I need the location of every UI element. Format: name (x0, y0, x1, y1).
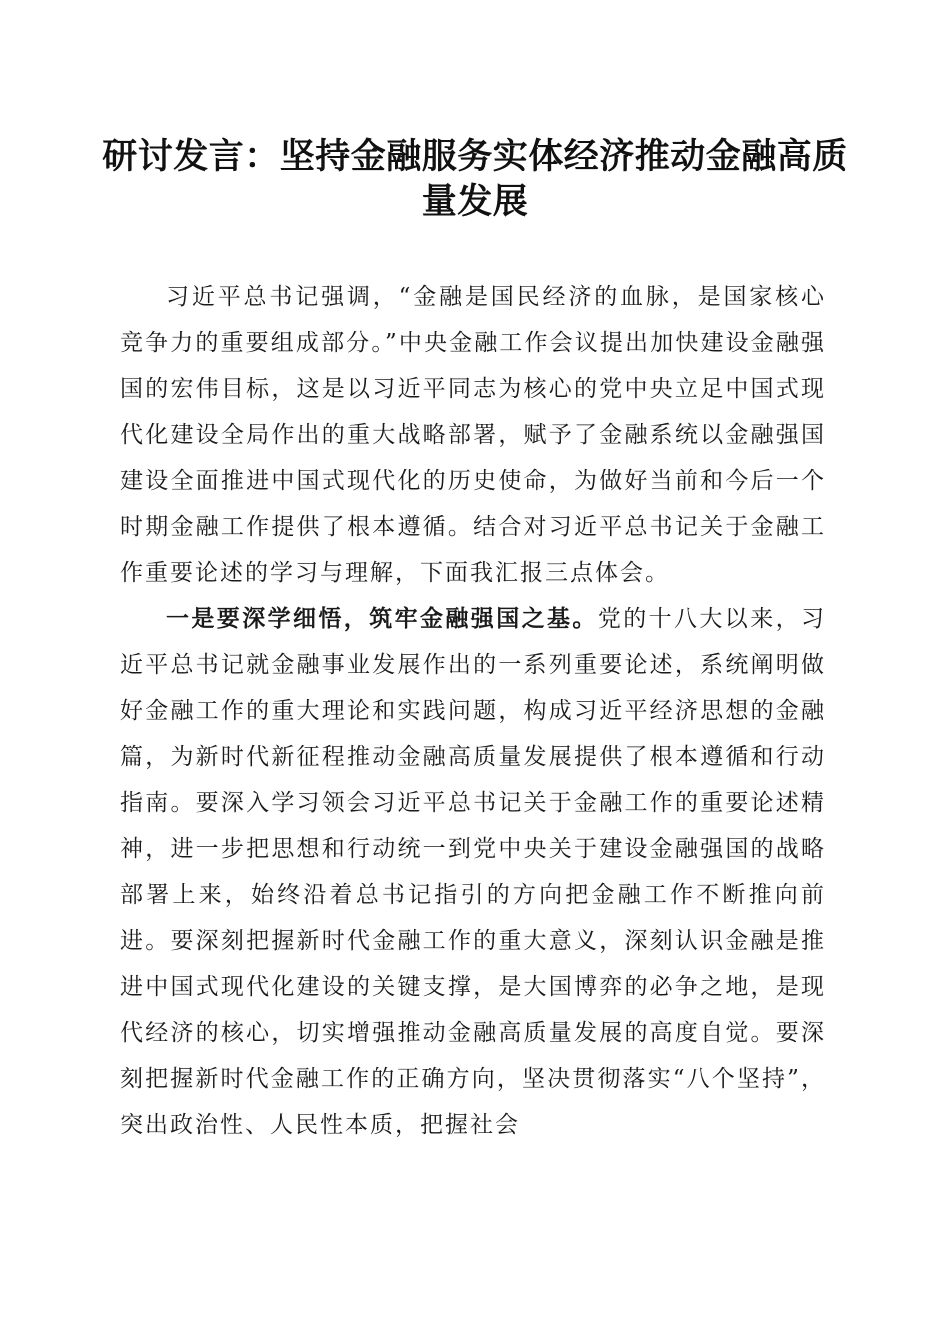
paragraph-text: 习近平总书记强调，“金融是国民经济的血脉，是国家核心竞争力的重要组成部分。”中央金融工作会议提出加快建设金融强国的宏伟目标，这是以习近平同志为核心的党中央立足中国式现代化建设全局作出的重大战略部署，赋予了金融系统以金融强国建设全面推进中国式现代化的历史使命，为做好当前和今后一个时期金融工作提供了根本遵循。结合对习近平总书记关于金融工作重要论述的学习与理解，下面我汇报三点体会。 (120, 284, 826, 586)
document-body (120, 274, 826, 1148)
document-title: 研讨发言：坚持金融服务实体经济推动金融高质量发展 (102, 136, 848, 222)
paragraph-intro (120, 274, 826, 596)
paragraph-point-one (120, 596, 826, 1148)
paragraph-text: 党的十八大以来，习近平总书记就金融事业发展作出的一系列重要论述，系统阐明做好金融工作的重大理论和实践问题，构成习近平经济思想的金融篇，为新时代新征程推动金融高质量发展提供了根本遵循和行动指南。要深入学习领会习近平总书记关于金融工作的重要论述精神，进一步把思想和行动统一到党中央关于建设金融强国的战略部署上来，始终沿着总书记指引的方向把金融工作不断推向前进。要深刻把握新时代金融工作的重大意义，深刻认识金融是推进中国式现代化建设的关键支撑，是大国博弈的必争之地，是现代经济的核心，切实增强推动金融高质量发展的高度自觉。要深刻把握新时代金融工作的正确方向，坚决贯彻落实“八个坚持”，突出政治性、人民性本质，把握社会 (120, 606, 827, 1138)
paragraph-lead: 一是要深学细悟，筑牢金融强国之基。 (166, 605, 598, 632)
